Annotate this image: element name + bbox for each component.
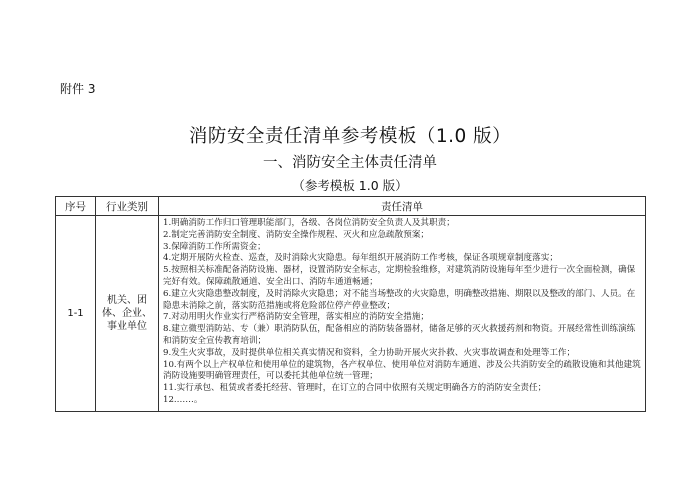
responsibility-item: 12.……。 [163, 394, 203, 405]
header-responsibility-list: 责任清单 [159, 197, 646, 216]
responsibility-item: 7.对动用明火作业实行严格消防安全管理，落实相应的消防安全措施； [163, 312, 430, 323]
responsibility-item: 6.建立火灾隐患整改制度，及时消除火灾隐患；对不能当场整改的火灾隐患，明确整改措施、期限以及整改的部门、人员。在隐患未消除之前，落实防范措施或将危险部位停产停业整改； [163, 288, 636, 311]
row-serial-number: 1-1 [56, 216, 96, 412]
attachment-label: 附件 3 [60, 82, 96, 96]
table-row [56, 216, 646, 412]
header-industry-category: 行业类别 [96, 197, 159, 216]
responsibility-item: 11.实行承包、租赁或者委托经营、管理时，在订立的合同中依照有关规定明确各方的消防安全责任； [163, 383, 547, 394]
responsibility-item: 9.发生火灾事故，及时提供单位相关真实情况和资料，全力协助开展火灾扑救、火灾事故调查和处理等工作； [163, 347, 576, 358]
responsibility-item: 4.定期开展防火检查、巡查，及时消除火灾隐患。每年组织开展消防工作考核，保证各项规章制度落实； [163, 253, 558, 264]
table-header-row [56, 197, 646, 216]
responsibility-item: 8.建立微型消防站、专（兼）职消防队伍，配备相应的消防装备器材，储备足够的灭火救援药剂和物资。开展经常性训练演练和消防安全宣传教育培训； [163, 324, 636, 346]
header-serial-number: 序号 [56, 197, 96, 216]
responsibility-item: 1.明确消防工作归口管理职能部门，各级、各岗位消防安全负责人及其职责； [163, 218, 455, 228]
document-title: 消防安全责任清单参考模板（1.0 版） [188, 126, 512, 147]
responsibility-item: 3.保障消防工作所需资金； [163, 241, 266, 252]
responsibility-table [55, 196, 646, 412]
template-note: （参考模板 1.0 版） [292, 178, 408, 193]
responsibility-item: 2.制定完善消防安全制度、消防安全操作规程、灭火和应急疏散预案； [163, 229, 430, 240]
row-responsibility-items [159, 216, 646, 412]
row-industry-category: 机关、团体、企业、事业单位 [96, 216, 159, 412]
responsibility-item: 10.有两个以上产权单位和使用单位的建筑物，各产权单位、使用单位对消防车通道、涉及公共消防安全的疏散设施和其他建筑消防设施要明确管理责任，可以委托其他单位统一管理； [163, 359, 641, 382]
responsibility-item: 5.按照相关标准配备消防设施、器材，设置消防安全标志，定期检验维修，对建筑消防设施每年至少进行一次全面检测，确保完好有效。保障疏散通道、安全出口、消防车通道畅通； [163, 265, 636, 287]
section-title: 一、消防安全主体责任清单 [263, 155, 437, 171]
